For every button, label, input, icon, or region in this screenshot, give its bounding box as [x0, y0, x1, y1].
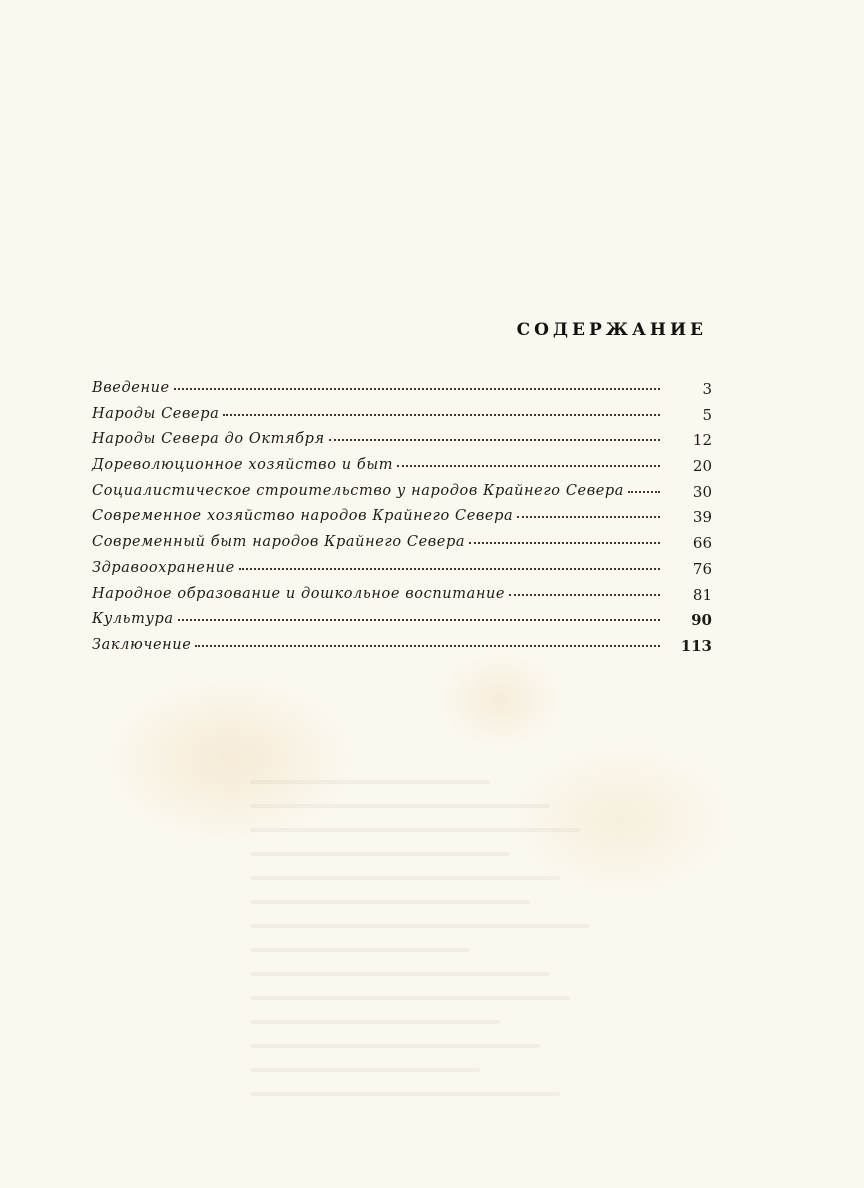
- toc-entry: [92, 560, 712, 586]
- toc-entry-title: Народы Севера: [92, 405, 220, 422]
- toc-entry-title: Современный быт народов Крайнего Севера: [92, 534, 466, 551]
- dot-leader: [469, 541, 660, 544]
- toc-entry-title: Дореволюционное хозяйство и быт: [92, 457, 394, 474]
- toc-entry: [92, 431, 712, 457]
- table-of-contents: [92, 380, 712, 663]
- toc-entry-title: Здравоохранение: [92, 559, 235, 576]
- toc-entry: [92, 457, 712, 483]
- toc-entry-page: 81: [692, 585, 712, 604]
- toc-entry-page: 113: [680, 636, 712, 655]
- toc-entry-page: 30: [692, 482, 712, 501]
- dot-leader: [239, 567, 660, 570]
- toc-entry: [92, 637, 712, 663]
- toc-entry-title: Социалистическое строительство у народов Крайнего Севера: [92, 482, 625, 499]
- toc-entry: [92, 534, 712, 560]
- dot-leader: [397, 464, 660, 467]
- dot-leader: [178, 618, 660, 621]
- show-through-text: [250, 780, 630, 1160]
- dot-leader: [628, 490, 660, 493]
- dot-leader: [174, 387, 660, 390]
- toc-entry-page: 66: [692, 534, 712, 553]
- toc-entry-title: Народы Севера до Октября: [92, 431, 325, 448]
- dot-leader: [509, 593, 660, 596]
- toc-entry-title: Современное хозяйство народов Крайнего Севера: [92, 508, 514, 525]
- dot-leader: [223, 413, 660, 416]
- contents-heading: СОДЕРЖАНИЕ: [516, 320, 707, 340]
- dot-leader: [195, 644, 660, 647]
- toc-entry-page: 12: [692, 431, 712, 450]
- toc-entry-page: 76: [692, 559, 712, 578]
- toc-entry: [92, 611, 712, 637]
- toc-entry-title: Заключение: [92, 636, 192, 653]
- toc-entry-title: Введение: [92, 380, 170, 396]
- dot-leader: [517, 515, 660, 518]
- toc-entry-title: Культура: [92, 611, 174, 628]
- toc-entry-page: 20: [692, 457, 712, 476]
- toc-entry: [92, 406, 712, 432]
- toc-entry-page: 39: [692, 508, 712, 527]
- toc-entry-page: 90: [691, 611, 712, 630]
- toc-entry-page: 3: [702, 380, 712, 398]
- toc-entry: [92, 508, 712, 534]
- toc-entry: [92, 586, 712, 612]
- toc-entry: [92, 380, 712, 406]
- toc-entry-page: 5: [702, 405, 712, 424]
- dot-leader: [329, 438, 660, 441]
- toc-entry-title: Народное образование и дошкольное воспитание: [92, 585, 506, 602]
- toc-entry: [92, 483, 712, 509]
